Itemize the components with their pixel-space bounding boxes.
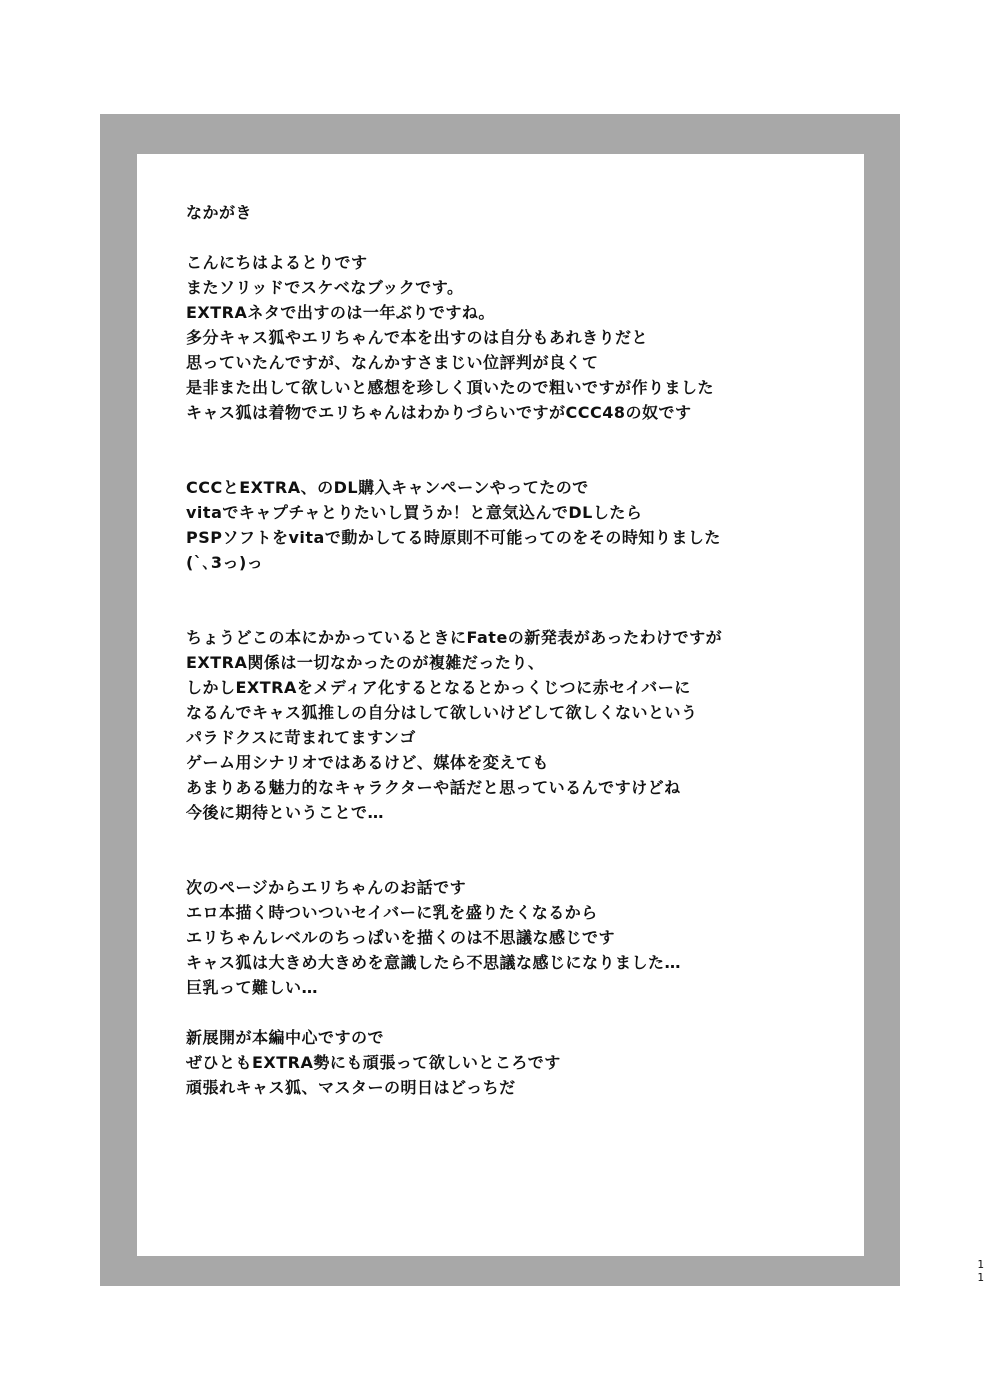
text-line: 今後に期待ということで… [186,803,385,822]
text-line: エリちゃんレベルのちっぱいを描くのは不思議な感じです [186,928,616,947]
text-line: なるんでキャス狐推しの自分はして欲しいけどして欲しくないという [186,703,698,722]
text-line: しかしEXTRAをメディア化するとなるとかっくじつに赤セイバーに [186,678,691,697]
paragraph-1 [186,250,856,425]
text-line: 巨乳って難しい… [186,978,319,997]
paragraph-2 [186,475,856,575]
text-line: エロ本描く時ついついセイバーに乳を盛りたくなるから [186,903,598,922]
spacer [186,825,856,875]
paragraph-3 [186,625,856,825]
text-line: EXTRA関係は一切なかったのが複雑だったり、 [186,653,545,672]
text-line: キャス狐は着物でエリちゃんはわかりづらいですがCCC48の奴です [186,403,692,422]
text-line: CCCとEXTRA、のDL購入キャンペーンやってたので [186,478,589,497]
text-line: 多分キャス狐やエリちゃんで本を出すのは自分もあれきりだと [186,328,649,347]
page-number: 11 [974,1258,987,1284]
text-line: 是非また出して欲しいと感想を珍しく頂いたので粗いですが作りました [186,378,715,397]
text-line: パラドクスに苛まれてますンゴ [186,728,416,747]
text-line: あまりある魅力的なキャラクターや話だと思っているんですけどね [186,778,681,797]
text-line: (`､3っ)っ [186,553,264,572]
page-frame [100,114,900,1286]
text-line: ゲーム用シナリオではあるけど、媒体を変えても [186,753,549,772]
text-line: またソリッドでスケベなブックです。 [186,278,464,297]
afterword-text [186,200,856,1100]
text-line: 新展開が本編中心ですので [186,1028,385,1047]
text-line: vitaでキャプチャとりたいし買うか！と意気込んでDLしたら [186,503,643,522]
text-line: ぜひともEXTRA勢にも頑張って欲しいところです [186,1053,561,1072]
spacer [186,1000,856,1025]
paragraph-4 [186,875,856,1000]
afterword-title: なかがき [186,203,253,222]
text-line: EXTRAネタで出すのは一年ぶりですね。 [186,303,495,322]
spacer [186,225,856,250]
spacer [186,425,856,475]
text-line: キャス狐は大きめ大きめを意識したら不思議な感じになりました… [186,953,682,972]
spacer [186,575,856,625]
text-line: 次のページからエリちゃんのお話です [186,878,467,897]
text-line: 思っていたんですが、なんかすさまじい位評判が良くて [186,353,599,372]
text-line: こんにちはよるとりです [186,253,368,272]
page-content-area [137,154,864,1256]
text-line: 頑張れキャス狐、マスターの明日はどっちだ [186,1078,516,1097]
paragraph-5 [186,1025,856,1100]
text-line: ちょうどこの本にかかっているときにFateの新発表があったわけですが [186,628,723,647]
text-line: PSPソフトをvitaで動かしてる時原則不可能ってのをその時知りました [186,528,721,547]
